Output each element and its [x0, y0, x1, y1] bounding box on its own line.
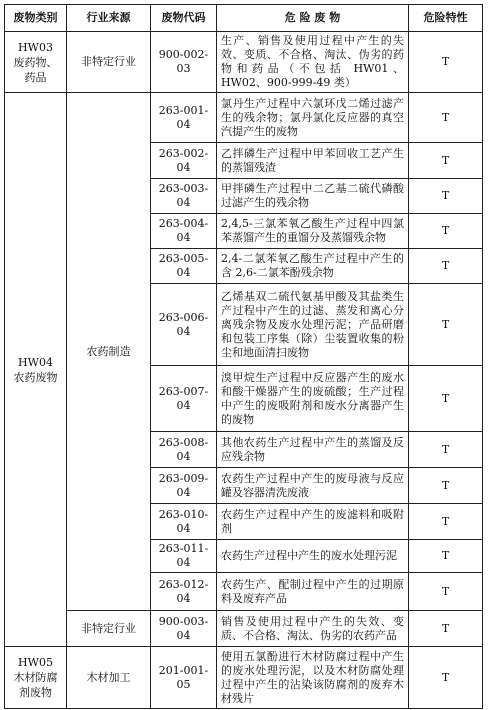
hazard-property-cell: T: [409, 540, 483, 573]
waste-code-cell: 900-002-03: [151, 32, 217, 93]
waste-code-cell: 263-008-04: [151, 432, 217, 468]
hazard-property-cell: T: [409, 284, 483, 366]
hazardous-waste-table-container: [4, 4, 482, 709]
waste-code-cell: 263-012-04: [151, 573, 217, 611]
category-line: 剂废物: [19, 686, 52, 699]
waste-code-cell: 263-011-04: [151, 540, 217, 573]
hazard-property-cell: T: [409, 432, 483, 468]
hazard-property-cell: T: [409, 611, 483, 647]
category-line: HW04: [18, 355, 53, 369]
waste-description-cell: 生产、销售及使用过程中产生的失效、变质、不合格、淘汰、伪劣的药物和药品（不包括 HW01、HW02、900-999-49 类）: [217, 32, 409, 93]
waste-description-cell: 其他农药生产过程中产生的蒸馏及反应残余物: [217, 432, 409, 468]
waste-description-cell: 农药生产过程中产生的废母液与反应罐及容器清洗废液: [217, 468, 409, 504]
waste-code-cell: 263-006-04: [151, 284, 217, 366]
waste-description-cell: 农药生产、配制过程中产生的过期原料及废弃产品: [217, 573, 409, 611]
category-line: HW05: [18, 656, 53, 669]
waste-code-cell: 263-010-04: [151, 504, 217, 540]
category-line: 木材防腐: [13, 671, 58, 684]
hazard-property-cell: T: [409, 504, 483, 540]
waste-description-cell: 使用五氯酚进行木材防腐过程中产生的废水处理污泥，以及木材防腐处理过程中产生的沾染该防腐剂的废弃木材残片: [217, 647, 409, 709]
waste-description-cell: 乙烯基双二硫代氨基甲酸及其盐类生产过程中产生的过滤、蒸发和离心分离残余物及废水处理污泥；产品研磨和包装工序集（除）尘装置收集的粉尘和地面清扫废物: [217, 284, 409, 366]
hazard-property-cell: T: [409, 143, 483, 179]
hazard-property-cell: T: [409, 32, 483, 93]
table-row: [5, 32, 483, 93]
header-hazard-property: 危险特性: [409, 5, 483, 32]
hazard-property-cell: T: [409, 647, 483, 709]
category-line: HW03: [18, 40, 53, 54]
waste-description-cell: 2,4,5-三氯苯氧乙酸生产过程中四氯苯蒸馏产生的重馏分及蒸馏残余物: [217, 214, 409, 249]
hazard-property-cell: T: [409, 93, 483, 143]
category-line: 农药废物: [13, 370, 58, 384]
waste-code-cell: 263-007-04: [151, 366, 217, 432]
waste-code-cell: 263-004-04: [151, 214, 217, 249]
hazardous-waste-table: [4, 4, 483, 709]
waste-description-cell: 农药生产过程中产生的废水处理污泥: [217, 540, 409, 573]
header-waste-category: 废物类别: [5, 5, 67, 32]
waste-code-cell: 263-005-04: [151, 249, 217, 284]
hazard-property-cell: T: [409, 468, 483, 504]
industry-source-cell: 木材加工: [67, 647, 151, 709]
industry-source-cell: 非特定行业: [67, 32, 151, 93]
hazard-property-cell: T: [409, 179, 483, 214]
waste-description-cell: 2,4-二氯苯氧乙酸生产过程中产生的含 2,6-二氯苯酚残余物: [217, 249, 409, 284]
waste-category-cell: [5, 647, 67, 709]
category-line: 废药物、: [13, 55, 58, 69]
waste-code-cell: 263-001-04: [151, 93, 217, 143]
hazard-property-cell: T: [409, 249, 483, 284]
waste-code-cell: 263-003-04: [151, 179, 217, 214]
hazard-property-cell: T: [409, 214, 483, 249]
industry-source-cell: 非特定行业: [67, 611, 151, 647]
waste-description-cell: 氯丹生产过程中六氯环戊二烯过滤产生的残余物；氯丹氯化反应器的真空汽提产生的废物: [217, 93, 409, 143]
table-header-row: [5, 5, 483, 32]
waste-category-cell: [5, 32, 67, 93]
hazard-property-cell: T: [409, 366, 483, 432]
waste-code-cell: 201-001-05: [151, 647, 217, 709]
waste-code-cell: 263-009-04: [151, 468, 217, 504]
waste-description-cell: 溴甲烷生产过程中反应器产生的废水和酸干燥器产生的废硫酸；生产过程中产生的废吸附剂和废水分离器产生的废物: [217, 366, 409, 432]
waste-description-cell: 甲拌磷生产过程中二乙基二硫代磷酸过滤产生的残余物: [217, 179, 409, 214]
category-line: 药品: [24, 70, 47, 84]
header-waste-code: 废物代码: [151, 5, 217, 32]
waste-code-cell: 263-002-04: [151, 143, 217, 179]
waste-description-cell: 农药生产过程中产生的废滤料和吸附剂: [217, 504, 409, 540]
hazard-property-cell: T: [409, 573, 483, 611]
waste-description-cell: 乙拌磷生产过程中甲苯回收工艺产生的蒸馏残渣: [217, 143, 409, 179]
table-row: [5, 93, 483, 143]
table-row: [5, 647, 483, 709]
industry-source-cell: 农药制造: [67, 93, 151, 611]
waste-category-cell: [5, 93, 67, 647]
waste-code-cell: 900-003-04: [151, 611, 217, 647]
header-industry-source: 行业来源: [67, 5, 151, 32]
table-row: [5, 611, 483, 647]
waste-description-cell: 销售及使用过程中产生的失效、变质、不合格、淘汰、伪劣的农药产品: [217, 611, 409, 647]
header-hazardous-waste: 危 险 废 物: [217, 5, 409, 32]
